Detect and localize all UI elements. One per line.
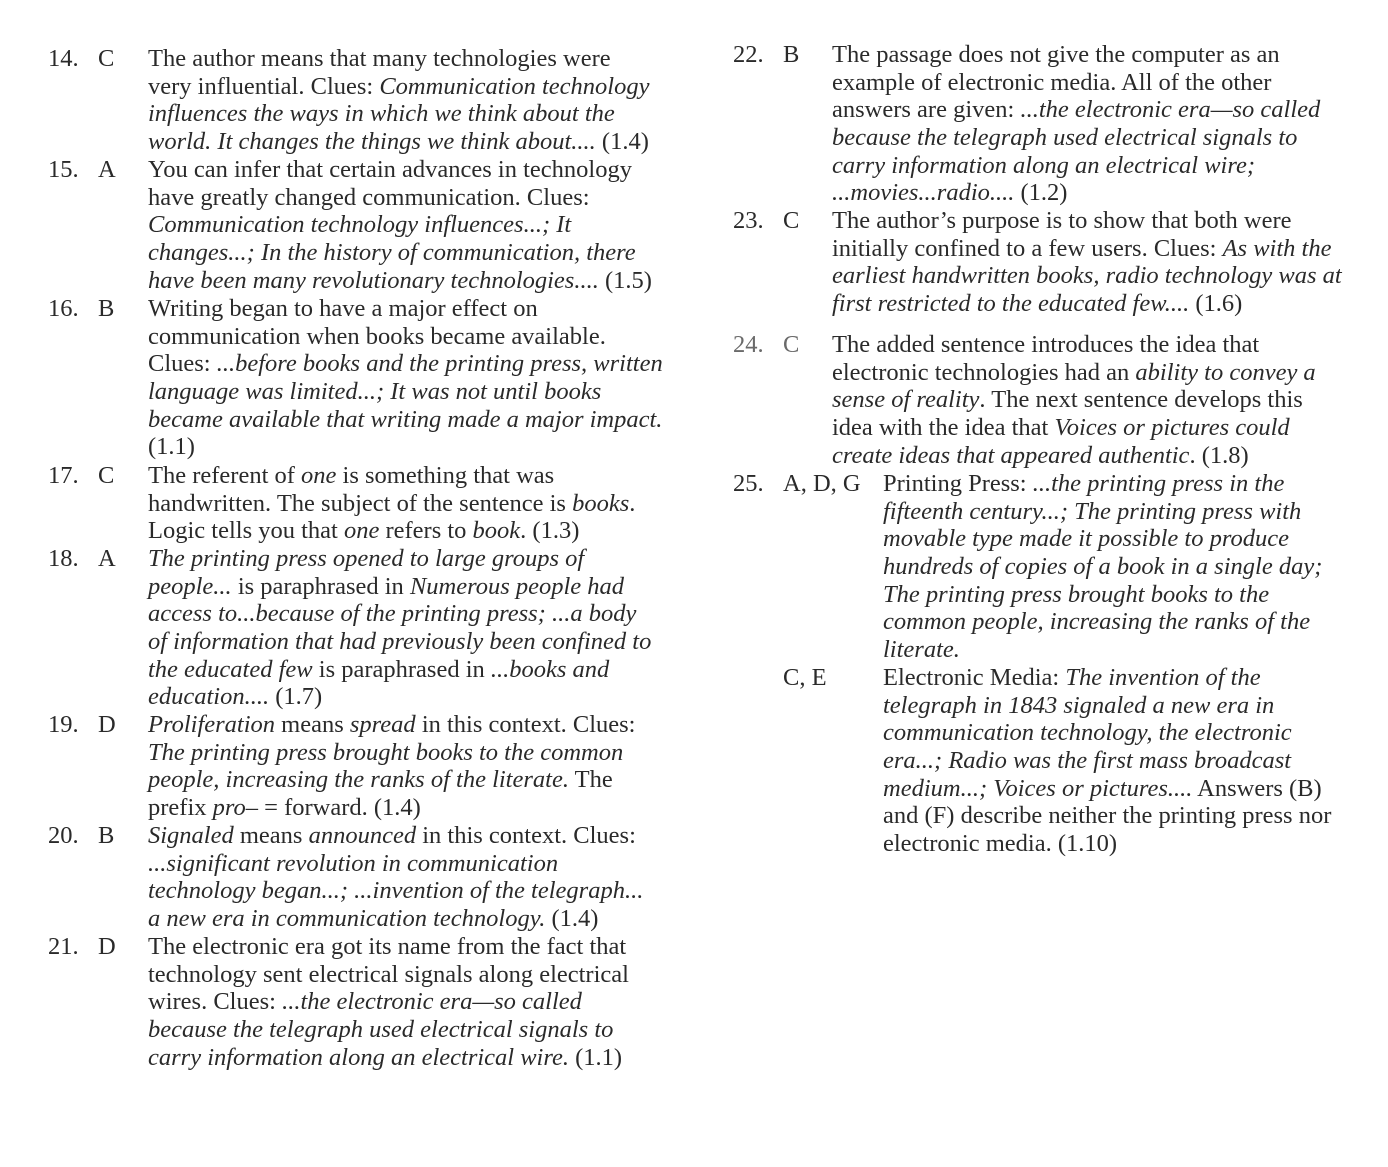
answer-letter: A, D, G [783, 470, 861, 497]
explanation-line [832, 290, 1342, 318]
explanation-segment: The passage does not give the computer as an [832, 41, 1280, 68]
quoted-clue: ...the electronic era—so called [1020, 96, 1321, 124]
answer-letter: C [783, 207, 800, 234]
explanation-segment: The referent of [148, 462, 302, 489]
explanation-segment: The electronic era got its name from the fact that [148, 933, 627, 960]
explanation-line [883, 525, 1322, 553]
answer-letter: C, E [783, 664, 827, 691]
quoted-clue: era...; Radio was the first mass broadcast [883, 747, 1292, 775]
quoted-clue: access to...because of the printing press; ...a body [148, 600, 637, 628]
answer-letter: B [783, 41, 800, 68]
quoted-clue: Numerous people had [409, 572, 625, 600]
quoted-clue: Voices or pictures could [1054, 414, 1290, 442]
explanation-segment: (1.4) [595, 128, 649, 156]
explanation-line [148, 73, 649, 101]
explanation-line [883, 719, 1331, 747]
quoted-clue: language was limited...; It was not until books [148, 378, 602, 406]
explanation-line [148, 656, 651, 684]
explanation-segment: is something that was [336, 462, 555, 489]
question-number: 17. [48, 462, 79, 489]
explanation-segment: . (1.8) [1189, 441, 1249, 469]
answer-letter: D [98, 933, 116, 960]
explanation-segment: The [568, 766, 613, 794]
explanation-line [148, 156, 652, 184]
explanation-line [883, 830, 1331, 858]
explanation-segment: The added sentence introduces the idea that [832, 331, 1260, 358]
quoted-clue: pro– [212, 794, 259, 822]
explanation-segment: in this context. Clues: [415, 711, 636, 738]
explanation-segment: (1.4) [545, 905, 599, 933]
explanation-segment: idea with the idea that [832, 414, 1055, 442]
explanation-line [148, 239, 652, 267]
explanation-line [832, 262, 1342, 290]
quoted-clue: because the telegraph used electrical signals to [832, 124, 1298, 152]
explanation-segment: refers to [379, 517, 473, 545]
explanation-line [148, 323, 663, 351]
explanation-segment: electronic media. (1.10) [883, 830, 1118, 858]
explanation-line [148, 905, 643, 933]
quoted-clue: As with the [1222, 234, 1332, 262]
explanation-line [883, 747, 1331, 775]
answer-letter: D [98, 711, 116, 738]
quoted-clue: Communication technology [379, 72, 650, 100]
question-number: 16. [48, 295, 79, 322]
quoted-clue: ...the electronic era—so called [282, 988, 582, 1016]
question-number: 20. [48, 822, 79, 849]
answer-letter: C [98, 462, 115, 489]
explanation-line [148, 794, 636, 822]
quoted-clue: medium...; Voices or pictures.... [883, 774, 1193, 802]
question-number: 24. [733, 331, 764, 358]
explanation-segment: . [629, 489, 636, 517]
quoted-clue: people... [148, 572, 232, 600]
quoted-clue: Signaled [148, 822, 234, 849]
explanation-segment: initially confined to a few users. Clues: [832, 234, 1223, 262]
quoted-clue: ...before books and the printing press, written [216, 350, 663, 378]
explanation-line [148, 573, 651, 601]
explanation-line [148, 211, 652, 239]
explanation-line [832, 442, 1316, 470]
quoted-clue: announced [308, 822, 417, 849]
explanation-segment: (1.1) [569, 1043, 623, 1071]
explanation-line [148, 628, 651, 656]
explanation-segment: . (1.3) [520, 517, 580, 545]
explanation-text [883, 664, 1331, 858]
quoted-clue: earliest handwritten books, radio technology was at [832, 262, 1342, 290]
explanation-line [148, 877, 643, 905]
quoted-clue: world. It changes the things we think about.... [148, 128, 596, 156]
explanation-line [883, 636, 1322, 664]
explanation-segment: have greatly changed communication. Clues: [148, 183, 590, 211]
quoted-clue: Communication technology influences...; It [148, 211, 572, 239]
explanation-line [148, 933, 629, 961]
explanation-text [148, 462, 635, 545]
explanation-line [883, 581, 1322, 609]
quoted-clue: hundreds of copies of a book in a single day; [883, 553, 1323, 581]
quoted-clue: spread [349, 711, 416, 738]
explanation-line [883, 775, 1331, 803]
answer-letter: A [98, 545, 116, 572]
explanation-line [832, 152, 1320, 180]
explanation-line [148, 766, 636, 794]
explanation-line [883, 498, 1322, 526]
quoted-clue: of information that had previously been confined to [148, 628, 652, 656]
answer-letter: C [783, 331, 800, 358]
quoted-clue: first restricted to the educated few.... [832, 290, 1190, 318]
quoted-clue: a new era in communication technology. [148, 905, 546, 933]
quoted-clue: became available that writing made a major impact. [148, 405, 663, 433]
explanation-segment: electronic technologies had an [832, 358, 1136, 386]
quoted-clue: telegraph in 1843 signaled a new era in [883, 691, 1275, 719]
quoted-clue: book [472, 517, 521, 545]
explanation-line [148, 490, 635, 518]
explanation-line [148, 295, 663, 323]
explanation-segment: in this context. Clues: [416, 822, 636, 849]
quoted-clue: carry information along an electrical wire. [148, 1043, 569, 1071]
explanation-segment: . The next sentence develops this [979, 386, 1303, 414]
explanation-line [148, 683, 651, 711]
explanation-segment: Clues: [148, 350, 217, 378]
explanation-segment: (1.1) [148, 433, 195, 461]
quoted-clue: ...books and [490, 655, 610, 683]
explanation-line [883, 608, 1322, 636]
explanation-text [148, 711, 636, 822]
quoted-clue: because the telegraph used electrical signals to [148, 1016, 614, 1044]
explanation-segment: means [275, 711, 350, 738]
quoted-clue: The invention of the [1065, 664, 1261, 691]
explanation-text [832, 207, 1342, 318]
explanation-line [148, 739, 636, 767]
quoted-clue: create ideas that appeared authentic [832, 441, 1190, 469]
question-number: 14. [48, 45, 79, 72]
explanation-segment: very influential. Clues: [148, 72, 380, 100]
explanation-line [832, 331, 1316, 359]
question-number: 19. [48, 711, 79, 738]
explanation-line [148, 988, 629, 1016]
quoted-clue: sense of reality [832, 386, 980, 414]
explanation-line [148, 850, 643, 878]
explanation-text [883, 470, 1322, 664]
quoted-clue: carry information along an electrical wire; [832, 151, 1256, 179]
explanation-segment: Electronic Media: [883, 664, 1066, 691]
explanation-text [832, 331, 1316, 469]
explanation-segment: (1.2) [1014, 179, 1068, 207]
explanation-segment: handwritten. The subject of the sentence is [148, 489, 573, 517]
explanation-text [148, 933, 629, 1071]
quoted-clue: common people, increasing the ranks of the [883, 608, 1311, 636]
quoted-clue: Proliferation [148, 711, 276, 738]
explanation-segment: Writing began to have a major effect on [148, 295, 538, 322]
explanation-line [832, 69, 1320, 97]
explanation-line [832, 386, 1316, 414]
quoted-clue: people, increasing the ranks of the literate. [148, 766, 569, 794]
question-number: 21. [48, 933, 79, 960]
explanation-line [883, 470, 1322, 498]
explanation-segment: is paraphrased in [231, 572, 410, 600]
quoted-clue: have been many revolutionary technologies.... [148, 266, 599, 294]
question-number: 22. [733, 41, 764, 68]
explanation-line [148, 462, 635, 490]
explanation-text [148, 295, 663, 461]
quoted-clue: fifteenth century...; The printing press with [883, 497, 1302, 525]
answer-letter: C [98, 45, 115, 72]
explanation-segment: You can infer that certain advances in technology [148, 156, 632, 183]
quoted-clue: education.... [148, 683, 270, 711]
explanation-line [148, 378, 663, 406]
explanation-segment: Answers (B) [1192, 774, 1322, 802]
explanation-text [148, 822, 643, 933]
explanation-line [148, 600, 651, 628]
quoted-clue: influences the ways in which we think about the [148, 100, 615, 128]
quoted-clue: the educated few [148, 655, 313, 683]
explanation-text [148, 45, 649, 156]
quoted-clue: movable type made it possible to produce [883, 525, 1289, 553]
explanation-line [148, 45, 649, 73]
question-number: 23. [733, 207, 764, 234]
quoted-clue: one [301, 462, 337, 489]
answer-letter: B [98, 822, 115, 849]
quoted-clue: The printing press opened to large groups of [148, 545, 585, 572]
explanation-segment: wires. Clues: [148, 988, 283, 1016]
question-number: 25. [733, 470, 764, 497]
explanation-segment: and (F) describe neither the printing press nor [883, 802, 1332, 830]
explanation-line [883, 553, 1322, 581]
quoted-clue: books [572, 489, 630, 517]
explanation-segment: The author’s purpose is to show that both were [832, 207, 1292, 234]
explanation-segment: Logic tells you that [148, 517, 344, 545]
quoted-clue: literate. [883, 636, 960, 664]
quoted-clue: ...movies...radio.... [832, 179, 1015, 207]
explanation-segment: prefix [148, 794, 213, 822]
explanation-line [148, 184, 652, 212]
explanation-line [832, 124, 1320, 152]
explanation-line [148, 128, 649, 156]
quoted-clue: technology began...; ...invention of the telegraph... [148, 877, 644, 905]
quoted-clue: changes...; In the history of communication, there [148, 239, 636, 267]
explanation-line [148, 822, 643, 850]
explanation-text [148, 545, 651, 711]
explanation-line [148, 350, 663, 378]
explanation-text [832, 41, 1320, 207]
explanation-line [148, 406, 663, 434]
answer-letter: A [98, 156, 116, 183]
explanation-line [832, 235, 1342, 263]
explanation-line [148, 433, 663, 461]
answer-letter: B [98, 295, 115, 322]
explanation-segment: technology sent electrical signals along electrical [148, 960, 629, 988]
explanation-segment: The author means that many technologies were [148, 45, 611, 72]
explanation-line [832, 41, 1320, 69]
explanation-line [832, 207, 1342, 235]
explanation-line [148, 711, 636, 739]
quoted-clue: communication technology, the electronic [883, 719, 1292, 747]
quoted-clue: ability to convey a [1135, 358, 1316, 386]
explanation-line [832, 414, 1316, 442]
explanation-segment: (1.6) [1189, 290, 1243, 318]
quoted-clue: one [343, 517, 380, 545]
quoted-clue: The printing press brought books to the common [148, 738, 624, 766]
quoted-clue: ...significant revolution in communication [148, 849, 559, 877]
explanation-line [883, 692, 1331, 720]
explanation-line [148, 1044, 629, 1072]
quoted-clue: ...the printing press in the [1032, 470, 1285, 497]
quoted-clue: The printing press brought books to the [883, 580, 1270, 608]
explanation-segment: means [233, 822, 309, 849]
explanation-segment: answers are given: [832, 96, 1021, 124]
explanation-line [148, 517, 635, 545]
explanation-segment: communication when books became available. [148, 322, 606, 350]
question-number: 18. [48, 545, 79, 572]
explanation-line [148, 100, 649, 128]
explanation-segment: = forward. (1.4) [258, 794, 421, 822]
explanation-segment: (1.5) [598, 266, 652, 294]
explanation-text [148, 156, 652, 294]
explanation-line [883, 802, 1331, 830]
explanation-segment: is paraphrased in [312, 655, 491, 683]
explanation-line [883, 664, 1331, 692]
explanation-segment: Printing Press: [883, 470, 1033, 497]
explanation-line [832, 179, 1320, 207]
explanation-line [148, 1016, 629, 1044]
explanation-line [148, 961, 629, 989]
explanation-segment: example of electronic media. All of the other [832, 68, 1272, 96]
explanation-line [832, 96, 1320, 124]
explanation-line [148, 545, 651, 573]
question-number: 15. [48, 156, 79, 183]
explanation-segment: (1.7) [269, 683, 323, 711]
explanation-line [148, 267, 652, 295]
explanation-line [832, 359, 1316, 387]
